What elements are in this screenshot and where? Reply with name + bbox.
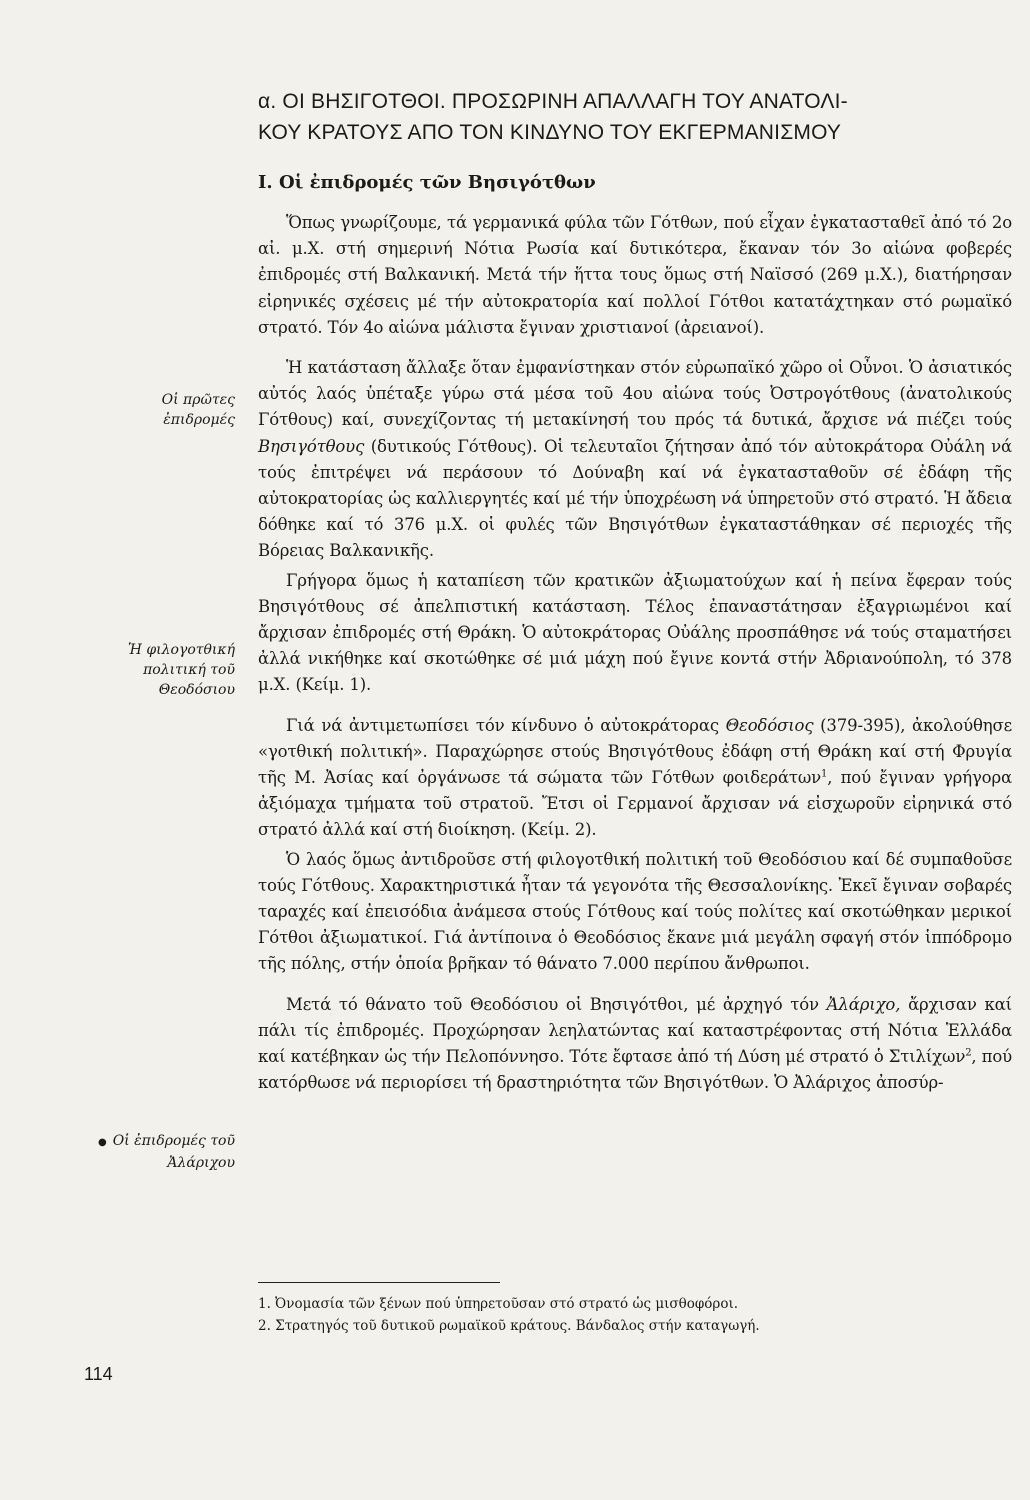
paragraph-4-text-mid: (379-395), ἀκολούθησε «γοτθική πολιτική». Παραχώρησε στούς Βησιγότθους ἐδάφη στή Θράκη καί στή Φρυγία τῆς Μ. Ἀσίας καί ὀργάνωσε τά σώματα τῶν Γότθων φοιδεράτων (258, 715, 1012, 788)
paragraph-4-text-cont: , πού ἔγιναν γρήγορα ἀξιόμαχα τμήματα τοῦ στρατοῦ. Ἔτσι οἱ Γερμανοί ἄρχισαν νά εἰσχωροῦν εἰρηνικά στό στρατό ἀλλά καί στή διοίκηση. (Κείμ. 2). (258, 768, 1012, 840)
paragraph-6-text-cont: , πού κατόρθωσε νά περιορίσει τή δραστηριότητα τῶν Βησιγότθων. Ὁ Ἀλάριχος ἀποσύρ- (258, 1047, 1012, 1093)
footnote-ref-1[interactable]: 1 (821, 768, 828, 780)
chapter-title-line-1: α. ΟΙ ΒΗΣΙΓΟΤΘΟΙ. ΠΡΟΣΩΡΙΝΗ ΑΠΑΛΛΑΓΗ ΤΟΥ ΑΝΑΤΟΛΙ- (258, 90, 848, 113)
term-theodosius: Θεοδόσιος (725, 715, 814, 735)
footnote-ref-2[interactable]: 2 (965, 1047, 972, 1059)
footnotes (258, 1293, 1018, 1337)
paragraph-2-text: Ἡ κατάσταση ἄλλαξε ὅταν ἐμφανίστηκαν στόν εὐρωπαϊκό χῶρο οἱ Οὖνοι. Ὁ ἀσιατικός αὐτός λαός ὑπέταξε γύρω στά μέσα τοῦ 4ου αἰώνα τούς Ὀστρογότθους (ἀνατολικούς Γότθους) καί, συνεχίζοντας τή μετακίνησή του πρός τά δυτικά, ἄρχισε νά πιέζει τούς (258, 358, 1012, 430)
paragraph-6-text: Μετά τό θάνατο τοῦ Θεοδόσιου οἱ Βησιγότθοι, μέ ἀρχηγό τόν (286, 994, 827, 1014)
paragraph-6 (258, 992, 1012, 1097)
main-text (258, 210, 1012, 1100)
margin-note-theodosius-policy: Ἡ φιλογοτθική πολιτική τοῦ Θεοδόσιου (128, 642, 235, 698)
term-alaric: Ἀλάριχο, (826, 994, 901, 1014)
paragraph-4 (258, 713, 1012, 844)
paragraph-4-text: Γιά νά ἀντιμετωπίσει τόν κίνδυνο ὁ αὐτοκράτορας (286, 715, 726, 735)
paragraph-2 (258, 355, 1012, 565)
paragraph-3: Γρήγορα ὅμως ἡ καταπίεση τῶν κρατικῶν ἀξιωματούχων καί ἡ πείνα ἔφεραν τούς Βησιγότθους σέ ἀπελπιστική κατάσταση. Τέλος ἐπαναστάτησαν ἐξαγριωμένοι καί ἄρχισαν ἐπιδρομές στή Θράκη. Ὁ αὐτοκράτορας Οὐάλης προσπάθησε νά τούς σταματήσει ἀλλά νικήθηκε καί σκοτώθηκε σέ μιά μάχη πού ἔγινε κοντά στήν Ἀδριανούπολη, τό 378 μ.Χ. (Κείμ. 1). (258, 570, 1012, 695)
bullet-dot-icon: ● (97, 1137, 107, 1148)
footnote-1: 1. Ὀνομασία τῶν ξένων πού ὑπηρετοῦσαν στό στρατό ὡς μισθοφόροι. (258, 1296, 739, 1312)
margin-note-first-raids: Οἱ πρῶτες ἐπιδρομές (161, 392, 235, 428)
paragraph-1: Ὅπως γνωρίζουμε, τά γερμανικά φύλα τῶν Γότθων, πού εἶχαν ἐγκατασταθεῖ ἀπό τό 2ο αἰ. μ.Χ. στή σημερινή Νότια Ρωσία καί δυτικότερα, ἔκαναν τόν 3ο αἰώνα φοβερές ἐπιδρομές στή Βαλκανική. Μετά τήν ἥττα τους ὅμως στή Ναϊσσό (269 μ.Χ.), διατήρησαν εἰρηνικές σχέσεις μέ τήν αὐτοκρατορία καί πολλοί Γότθοι κατατάχτηκαν στό ρωμαϊκό στρατό. Τόν 4ο αἰώνα μάλιστα ἔγιναν χριστιανοί (ἀρειανοί). (258, 213, 1012, 337)
section-heading: Ι. Οἱ ἐπιδρομές τῶν Βησιγότθων (258, 172, 596, 193)
footnote-divider (258, 1282, 500, 1283)
chapter-title-line-2: ΚΟΥ ΚΡΑΤΟΥΣ ΑΠΟ ΤΟΝ ΚΙΝΔΥΝΟ ΤΟΥ ΕΚΓΕΡΜΑΝΙΣΜΟΥ (258, 121, 842, 144)
paragraph-6-text-mid: ἄρχισαν καί πάλι τίς ἐπιδρομές. Προχώρησαν λεηλατώντας καί καταστρέφοντας στή Νότια Ἑλλάδα καί κατέβηκαν ὡς τήν Πελοπόννησο. Τότε ἔφτασε ἀπό τή Δύση μέ στρατό ὁ Στιλίχων (258, 994, 1012, 1067)
page-number: 114 (84, 1364, 113, 1384)
paragraph-2-text-cont: (δυτικούς Γότθους). Οἱ τελευταῖοι ζήτησαν ἀπό τόν αὐτοκράτορα Οὐάλη νά τούς ἐπιτρέψει νά περάσουν τό Δούναβη καί νά ἐγκατασταθοῦν σέ ἐδάφη τῆς αὐτοκρατορίας ὡς καλλιεργητές καί μέ τήν ὑποχρέωση νά ὑπηρετοῦν στό στρατό. Ἡ ἄδεια δόθηκε καί τό 376 μ.Χ. οἱ φυλές τῶν Βησιγότθων ἐγκαταστάθηκαν σέ περιοχές τῆς Βόρειας Βαλκανικῆς. (258, 436, 1012, 561)
chapter-title (258, 86, 1018, 148)
paragraph-5: Ὁ λαός ὅμως ἀντιδροῦσε στή φιλογοτθική πολιτική τοῦ Θεοδόσιου καί δέ συμπαθοῦσε τούς Γότθους. Χαρακτηριστικά ἦταν τά γεγονότα τῆς Θεσσαλονίκης. Ἐκεῖ ἔγιναν σοβαρές ταραχές καί ἐπεισόδια ἀνάμεσα στούς Γότθους καί τούς πολίτες καί σκοτώθηκαν μερικοί Γότθοι ἀξιωματικοί. Γιά ἀντίποινα ὁ Θεοδόσιος ἔκανε μιά μεγάλη σφαγή στόν ἱππόδρομο τῆς πόλης, στήν ὁποία βρῆκαν τό θάνατο 7.000 περίπου ἄνθρωποι. (258, 849, 1012, 974)
footnote-2: 2. Στρατηγός τοῦ δυτικοῦ ρωμαϊκοῦ κράτους. Βάνδαλος στήν καταγωγή. (258, 1318, 760, 1334)
margin-note-alaric-raids-text: Οἱ ἐπιδρομές τοῦ Ἀλάριχου (112, 1133, 235, 1171)
margin-note-alaric-raids (95, 1131, 235, 1173)
term-visigoths: Βησιγότθους (258, 436, 365, 456)
